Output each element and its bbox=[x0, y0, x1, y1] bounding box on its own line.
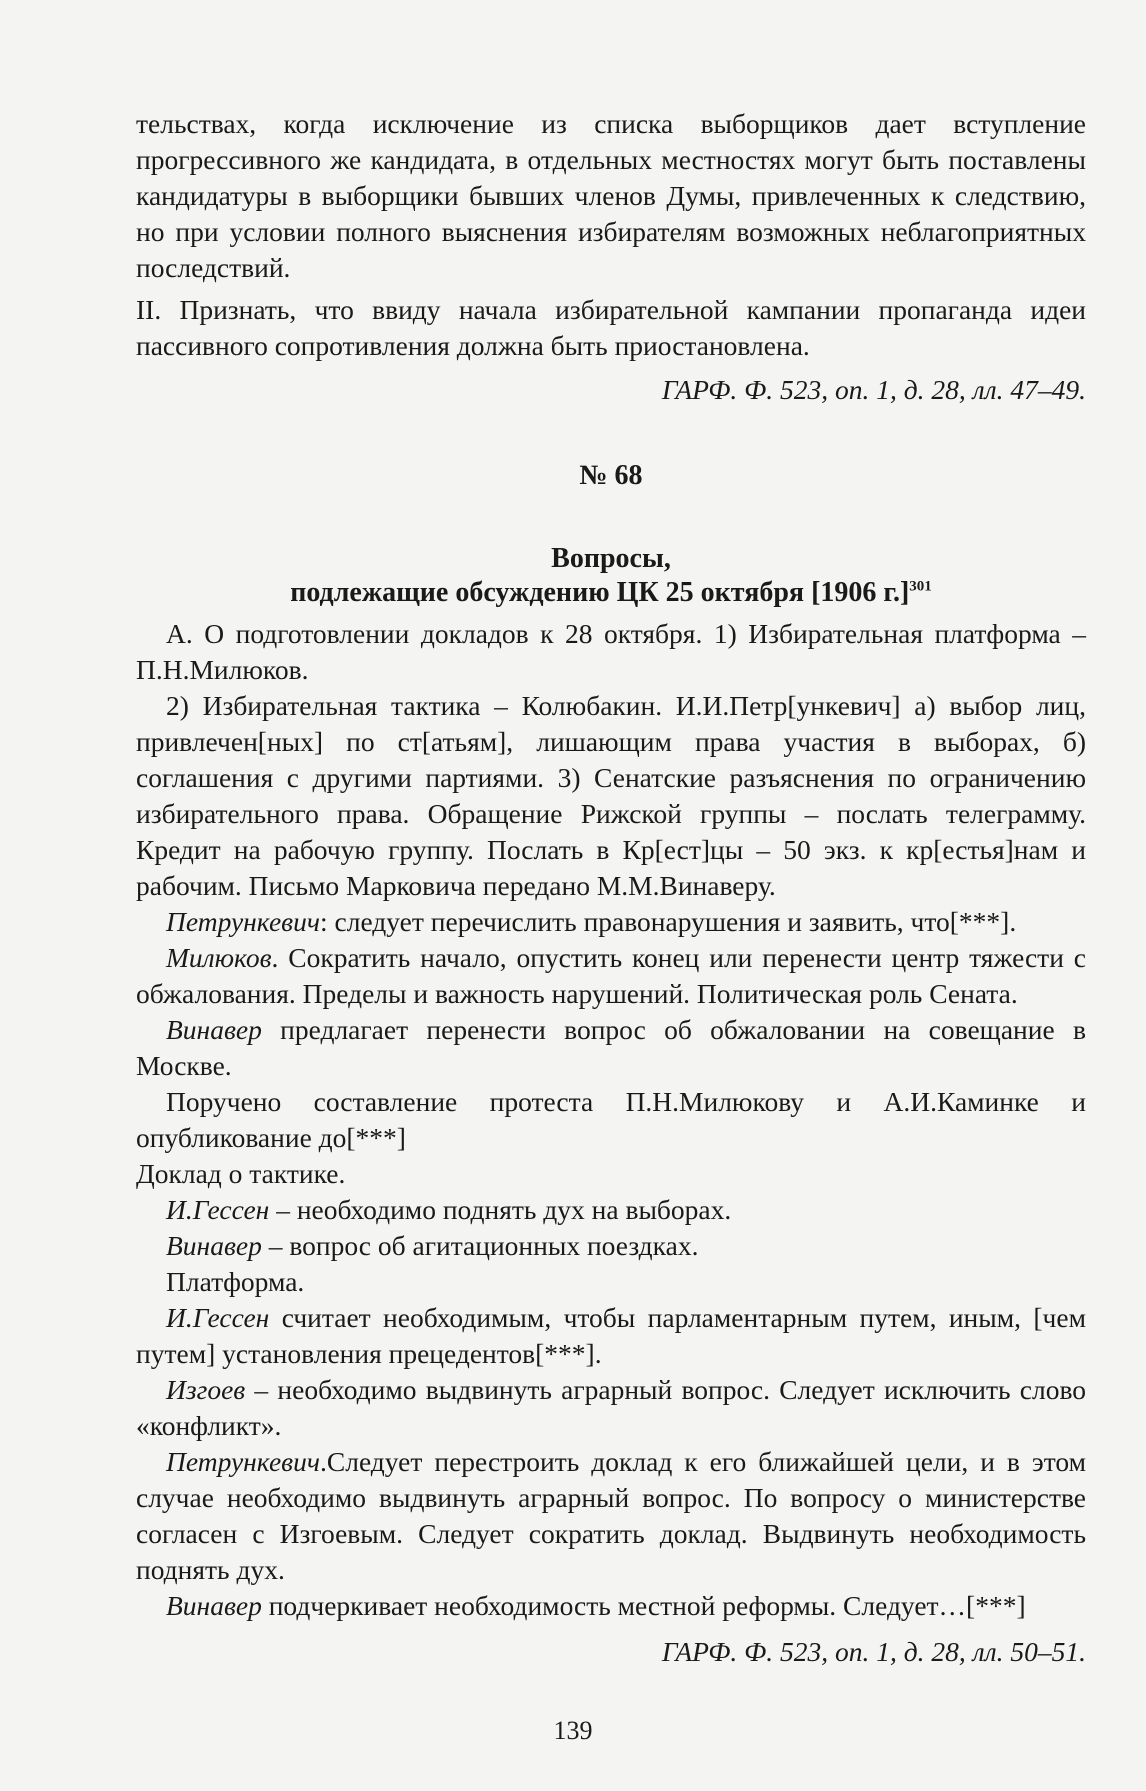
remark-text: считает необходимым, чтобы парламентарным путем, иным, [чем путем] установления прецедентов[***]. bbox=[136, 1302, 1086, 1369]
speaker-name: Винавер bbox=[166, 1590, 262, 1621]
speaker-name: Петрункевич bbox=[166, 1446, 320, 1477]
archive-source-reference: ГАРФ. Ф. 523, оп. 1, д. 28, лл. 47–49. bbox=[661, 374, 1086, 405]
speaker-name: Винавер bbox=[166, 1014, 262, 1045]
speaker-name: Петрункевич bbox=[166, 906, 320, 937]
remark-text: . Сократить начало, опустить конец или перенести центр тяжести с обжалования. Пределы и важность нарушений. Политическая роль Сената. bbox=[136, 942, 1086, 1009]
agenda-item-a: А. О подготовлении докладов к 28 октября. 1) Избирательная платформа – П.Н.Милюков. bbox=[136, 618, 1086, 685]
remark-text: – необходимо поднять дух на выборах. bbox=[269, 1194, 732, 1225]
remark-milyukov bbox=[136, 940, 1086, 1012]
platform-heading: Платформа. bbox=[166, 1266, 305, 1297]
remark-petrunkevich-1 bbox=[136, 904, 1086, 940]
document-title bbox=[136, 542, 1086, 610]
remark-vinaver-1 bbox=[136, 1012, 1086, 1084]
footnote-ref: 301 bbox=[909, 578, 932, 595]
speaker-name: Изгоев bbox=[166, 1374, 246, 1405]
remark-petrunkevich-2 bbox=[136, 1444, 1086, 1588]
remark-text: – необходимо выдвинуть аграрный вопрос. Следует исключить слово «конфликт». bbox=[136, 1374, 1086, 1441]
document-title-line-1: Вопросы, bbox=[551, 543, 671, 574]
remark-text: – вопрос об агитационных поездках. bbox=[261, 1230, 699, 1261]
remark-gessen-2 bbox=[136, 1300, 1086, 1372]
speaker-name: Винавер bbox=[166, 1230, 262, 1261]
document-title-line-2 bbox=[136, 576, 1086, 610]
speaker-name: И.Гессен bbox=[166, 1194, 270, 1225]
page-number: 139 bbox=[553, 1716, 593, 1745]
document-number: № 68 bbox=[579, 460, 643, 491]
paragraph-resolution-ii: II. Признать, что ввиду начала избирательной кампании пропаганда идеи пассивного сопротивления должна быть приостановлена. bbox=[136, 294, 1086, 361]
tactics-report: Доклад о тактике. bbox=[136, 1158, 346, 1189]
remark-text: подчеркивает необходимость местной реформы. Следует…[***] bbox=[261, 1590, 1026, 1621]
remark-text: .Следует перестроить доклад к его ближайшей цели, и в этом случае необходимо выдвинуть аграрный вопрос. По вопросу о министерстве согласен с Изгоевым. Следует сократить доклад. Выдвинуть необходимость поднять дух. bbox=[136, 1446, 1086, 1585]
agenda-item-2: 2) Избирательная тактика – Колюбакин. И.И.Петр[ункевич] а) выбор лиц, привлечен[ных] по ст[атьям], лишающим права участия в выборах, б) соглашения с другими партиями. 3) Сенатские разъяснения по ограничению избирательного права. Обращение Рижской группы – послать телеграмму. Кредит на рабочую группу. Послать в Кр[ест]цы – 50 экз. к кр[естья]нам и рабочим. Письмо Марковича передано М.М.Винаверу. bbox=[136, 690, 1086, 901]
protest-assignment: Поручено составление протеста П.Н.Милюкову и А.И.Каминке и опубликование до[***] bbox=[136, 1086, 1086, 1153]
remark-gessen-1 bbox=[136, 1192, 1086, 1228]
remark-text: : следует перечислить правонарушения и заявить, что[***]. bbox=[320, 906, 1017, 937]
speaker-name: Милюков bbox=[166, 942, 272, 973]
remark-vinaver-3 bbox=[136, 1588, 1086, 1624]
document-title-text: подлежащие обсуждению ЦК 25 октября [1906 г.] bbox=[290, 577, 910, 608]
paragraph-continued: тельствах, когда исключение из списка выборщиков дает вступление прогрессивного же кандидата, в отдельных местностях могут быть поставлены кандидатуры в выборщики бывших членов Думы, привлеченных к следствию, но при условии полного выяснения избирателям возможных неблагоприятных последствий. bbox=[136, 108, 1086, 283]
speaker-name: И.Гессен bbox=[166, 1302, 270, 1333]
remark-text: предлагает перенести вопрос об обжаловании на совещание в Москве. bbox=[136, 1014, 1086, 1081]
remark-izgoev bbox=[136, 1372, 1086, 1444]
page-body bbox=[136, 106, 1086, 1670]
remark-vinaver-2 bbox=[136, 1228, 1086, 1264]
archive-source-reference-2: ГАРФ. Ф. 523, оп. 1, д. 28, лл. 50–51. bbox=[661, 1636, 1086, 1667]
